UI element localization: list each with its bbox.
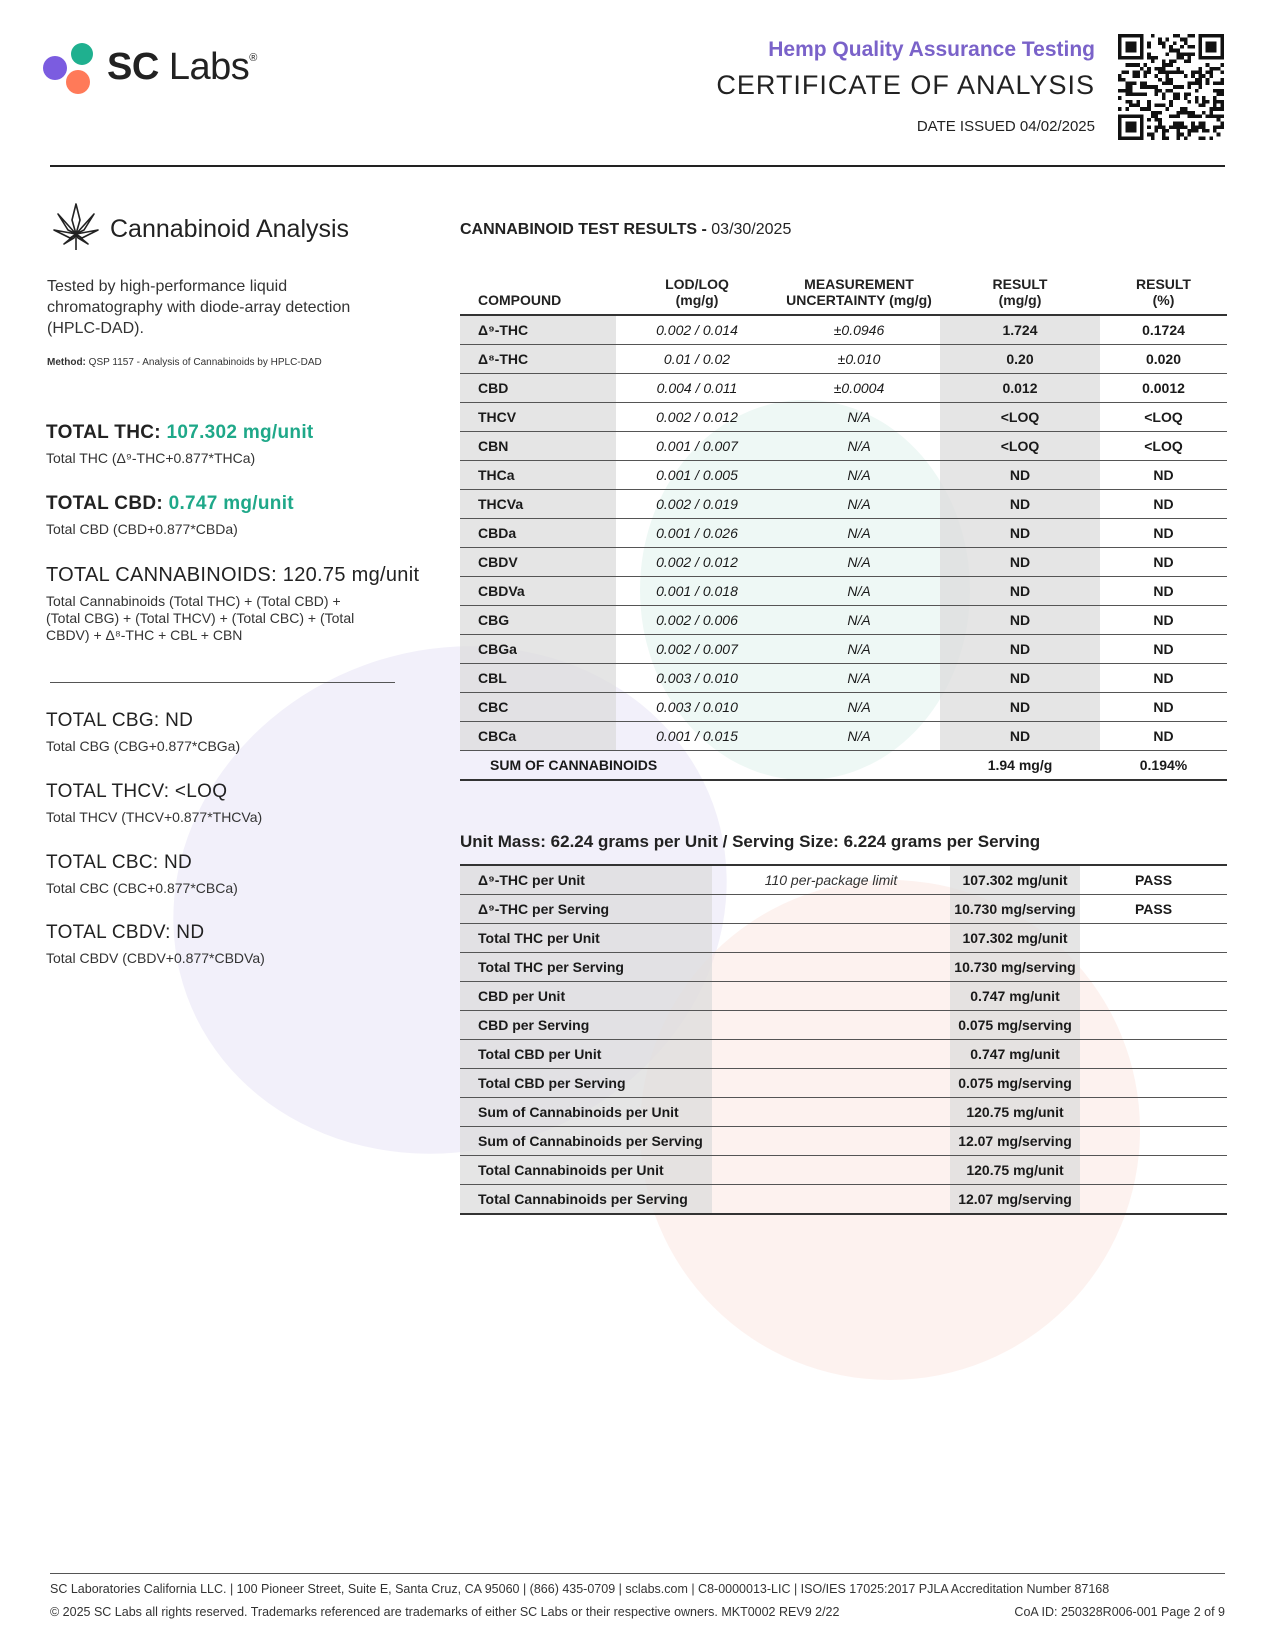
measure-value: 0.075 mg/serving	[950, 1069, 1080, 1098]
limit-cell	[712, 895, 950, 924]
measure-value: 0.075 mg/serving	[950, 1011, 1080, 1040]
lodloq-cell: 0.002 / 0.007	[616, 635, 778, 664]
measure-name: Total THC per Unit	[460, 924, 712, 953]
table-row	[460, 345, 1227, 374]
limit-cell	[712, 1098, 950, 1127]
result-pct-cell: ND	[1100, 548, 1227, 577]
table-header-row	[460, 264, 1227, 315]
compound-cell: THCVa	[460, 490, 616, 519]
date-issued: DATE ISSUED 04/02/2025	[916, 118, 1095, 135]
uncertainty-cell: N/A	[778, 664, 940, 693]
sc-labs-logo-icon	[42, 42, 102, 98]
result-pct-cell: 0.0012	[1100, 374, 1227, 403]
left-divider	[50, 682, 395, 683]
table-row	[460, 606, 1227, 635]
total-cbc: TOTAL CBC: ND	[46, 852, 193, 873]
total-cbg: TOTAL CBG: ND	[46, 710, 194, 731]
result-pct-cell: ND	[1100, 519, 1227, 548]
table-row	[460, 1011, 1227, 1040]
result-pct-cell: 0.020	[1100, 345, 1227, 374]
header-subtitle: Hemp Quality Assurance Testing	[768, 38, 1095, 61]
result-pct-cell: ND	[1100, 635, 1227, 664]
result-mg-cell: ND	[940, 722, 1100, 751]
status-cell	[1080, 982, 1227, 1011]
result-mg-cell: 1.724	[940, 315, 1100, 345]
compound-cell: THCV	[460, 403, 616, 432]
total-cbd-formula: Total CBD (CBD+0.877*CBDa)	[46, 521, 238, 537]
compound-cell: CBG	[460, 606, 616, 635]
measure-value: 12.07 mg/serving	[950, 1127, 1080, 1156]
status-cell	[1080, 953, 1227, 982]
measure-name: Δ⁹-THC per Unit	[460, 865, 712, 895]
header-title: CERTIFICATE OF ANALYSIS	[716, 70, 1095, 100]
uncertainty-cell: ±0.010	[778, 345, 940, 374]
result-pct-cell: <LOQ	[1100, 432, 1227, 461]
result-mg-cell: ND	[940, 606, 1100, 635]
compound-cell: CBDV	[460, 548, 616, 577]
table-row	[460, 865, 1227, 895]
status-cell	[1080, 1040, 1227, 1069]
header-divider	[50, 165, 1225, 167]
measure-name: CBD per Serving	[460, 1011, 712, 1040]
result-mg-cell: ND	[940, 664, 1100, 693]
compound-cell: THCa	[460, 461, 616, 490]
table-row	[460, 519, 1227, 548]
table-row	[460, 1185, 1227, 1215]
footer-divider	[50, 1573, 1225, 1574]
measure-name: Sum of Cannabinoids per Unit	[460, 1098, 712, 1127]
table-row	[460, 374, 1227, 403]
result-pct-cell: ND	[1100, 664, 1227, 693]
total-thc-formula: Total THC (Δ⁹-THC+0.877*THCa)	[46, 450, 256, 466]
measure-name: Total CBD per Serving	[460, 1069, 712, 1098]
total-thcv-formula: Total THCV (THCV+0.877*THCVa)	[46, 809, 263, 825]
result-mg-cell: ND	[940, 548, 1100, 577]
total-cannabinoids-formula: Total Cannabinoids (Total THC) + (Total CBD) + (Total CBG) + (Total THCV) + (Total CBC) + (Total CBDV) + Δ⁸-THC + CBL + CBN	[46, 593, 355, 643]
result-pct-cell: <LOQ	[1100, 403, 1227, 432]
measure-name: Total Cannabinoids per Unit	[460, 1156, 712, 1185]
table-row	[460, 490, 1227, 519]
result-mg-cell: ND	[940, 635, 1100, 664]
lodloq-cell: 0.001 / 0.007	[616, 432, 778, 461]
compound-cell: CBN	[460, 432, 616, 461]
col-uncertainty: MEASUREMENT UNCERTAINTY (mg/g)	[778, 264, 940, 315]
status-cell: PASS	[1080, 895, 1227, 924]
col-compound: COMPOUND	[460, 264, 616, 315]
measure-name: CBD per Unit	[460, 982, 712, 1011]
total-thcv: TOTAL THCV: <LOQ	[46, 781, 228, 802]
compound-cell: Δ⁸-THC	[460, 345, 616, 374]
sum-pct: 0.194%	[1100, 751, 1227, 781]
table-row	[460, 924, 1227, 953]
status-cell	[1080, 1069, 1227, 1098]
table-row	[460, 722, 1227, 751]
lodloq-cell: 0.01 / 0.02	[616, 345, 778, 374]
total-cbc-formula: Total CBC (CBC+0.877*CBCa)	[46, 880, 238, 896]
result-mg-cell: ND	[940, 461, 1100, 490]
compound-cell: CBDa	[460, 519, 616, 548]
measure-value: 12.07 mg/serving	[950, 1185, 1080, 1215]
result-pct-cell: 0.1724	[1100, 315, 1227, 345]
measure-name: Total CBD per Unit	[460, 1040, 712, 1069]
measure-value: 0.747 mg/unit	[950, 982, 1080, 1011]
limit-cell	[712, 1011, 950, 1040]
cannabis-leaf-icon	[50, 200, 102, 252]
result-mg-cell: <LOQ	[940, 432, 1100, 461]
measure-name: Total THC per Serving	[460, 953, 712, 982]
lodloq-cell: 0.001 / 0.018	[616, 577, 778, 606]
measure-value: 120.75 mg/unit	[950, 1156, 1080, 1185]
limit-cell	[712, 953, 950, 982]
table-row	[460, 577, 1227, 606]
result-mg-cell: ND	[940, 519, 1100, 548]
result-pct-cell: ND	[1100, 461, 1227, 490]
sum-label: SUM OF CANNABINOIDS	[460, 751, 940, 781]
result-pct-cell: ND	[1100, 606, 1227, 635]
compound-cell: CBC	[460, 693, 616, 722]
limit-cell	[712, 1127, 950, 1156]
table-row	[460, 315, 1227, 345]
lodloq-cell: 0.004 / 0.011	[616, 374, 778, 403]
table-row	[460, 1069, 1227, 1098]
table-row	[460, 403, 1227, 432]
result-pct-cell: ND	[1100, 577, 1227, 606]
status-cell	[1080, 1185, 1227, 1215]
compound-cell: Δ⁹-THC	[460, 315, 616, 345]
uncertainty-cell: N/A	[778, 606, 940, 635]
col-result-pct: RESULT (%)	[1100, 264, 1227, 315]
compound-cell: CBD	[460, 374, 616, 403]
section-title: Cannabinoid Analysis	[110, 215, 350, 243]
limit-cell	[712, 1156, 950, 1185]
lodloq-cell: 0.002 / 0.014	[616, 315, 778, 345]
measure-name: Total Cannabinoids per Serving	[460, 1185, 712, 1215]
result-mg-cell: ND	[940, 490, 1100, 519]
limit-cell	[712, 982, 950, 1011]
method-note: Method: QSP 1157 - Analysis of Cannabinoids by HPLC-DAD	[47, 357, 322, 368]
uncertainty-cell: N/A	[778, 548, 940, 577]
status-cell	[1080, 1011, 1227, 1040]
compound-cell: CBCa	[460, 722, 616, 751]
table-row	[460, 664, 1227, 693]
results-heading: CANNABINOID TEST RESULTS - 03/30/2025	[460, 221, 792, 238]
per-unit-table	[460, 864, 1227, 1215]
result-mg-cell: 0.012	[940, 374, 1100, 403]
table-row	[460, 635, 1227, 664]
measure-value: 107.302 mg/unit	[950, 865, 1080, 895]
status-cell	[1080, 1127, 1227, 1156]
limit-cell	[712, 1040, 950, 1069]
lodloq-cell: 0.001 / 0.015	[616, 722, 778, 751]
status-cell: PASS	[1080, 865, 1227, 895]
lodloq-cell: 0.002 / 0.012	[616, 548, 778, 577]
uncertainty-cell: N/A	[778, 432, 940, 461]
limit-cell	[712, 1185, 950, 1215]
table-row	[460, 1098, 1227, 1127]
table-row	[460, 461, 1227, 490]
result-pct-cell: ND	[1100, 490, 1227, 519]
compound-cell: CBGa	[460, 635, 616, 664]
measure-value: 10.730 mg/serving	[950, 953, 1080, 982]
measure-name: Δ⁹-THC per Serving	[460, 895, 712, 924]
table-row	[460, 1156, 1227, 1185]
lodloq-cell: 0.003 / 0.010	[616, 664, 778, 693]
status-cell	[1080, 924, 1227, 953]
lodloq-cell: 0.002 / 0.006	[616, 606, 778, 635]
result-mg-cell: ND	[940, 693, 1100, 722]
uncertainty-cell: N/A	[778, 693, 940, 722]
qr-code-icon[interactable]	[1118, 34, 1224, 140]
col-result-mg: RESULT (mg/g)	[940, 264, 1100, 315]
table-row	[460, 693, 1227, 722]
cannabinoid-results-table	[460, 264, 1227, 781]
uncertainty-cell: N/A	[778, 577, 940, 606]
table-row	[460, 432, 1227, 461]
total-cbdv: TOTAL CBDV: ND	[46, 922, 205, 943]
table-row	[460, 982, 1227, 1011]
result-mg-cell: 0.20	[940, 345, 1100, 374]
compound-cell: CBDVa	[460, 577, 616, 606]
unit-mass-heading: Unit Mass: 62.24 grams per Unit / Serving Size: 6.224 grams per Serving	[460, 832, 1041, 851]
table-row	[460, 1040, 1227, 1069]
measure-value: 10.730 mg/serving	[950, 895, 1080, 924]
lodloq-cell: 0.001 / 0.005	[616, 461, 778, 490]
analysis-description: Tested by high-performance liquid chromatography with diode-array detection (HPLC-DAD).	[47, 278, 351, 337]
result-pct-cell: ND	[1100, 722, 1227, 751]
limit-cell	[712, 924, 950, 953]
uncertainty-cell: N/A	[778, 722, 940, 751]
result-pct-cell: ND	[1100, 693, 1227, 722]
total-cbg-formula: Total CBG (CBG+0.877*CBGa)	[46, 738, 241, 754]
status-cell	[1080, 1098, 1227, 1127]
uncertainty-cell: ±0.0004	[778, 374, 940, 403]
table-row	[460, 953, 1227, 982]
footer-coa-id: CoA ID: 250328R006-001 Page 2 of 9	[1014, 1605, 1225, 1619]
footer-copyright: © 2025 SC Labs all rights reserved. Trademarks referenced are trademarks of either SC Labs or their respective owners. MKT0002 REV9 2/22	[50, 1605, 840, 1619]
total-thc: TOTAL THC: 107.302 mg/unit	[46, 422, 314, 443]
lodloq-cell: 0.002 / 0.019	[616, 490, 778, 519]
uncertainty-cell: N/A	[778, 519, 940, 548]
lodloq-cell: 0.003 / 0.010	[616, 693, 778, 722]
measure-value: 107.302 mg/unit	[950, 924, 1080, 953]
uncertainty-cell: N/A	[778, 490, 940, 519]
sc-labs-logo: SC Labs®	[107, 46, 257, 88]
result-mg-cell: ND	[940, 577, 1100, 606]
lodloq-cell: 0.001 / 0.026	[616, 519, 778, 548]
uncertainty-cell: ±0.0946	[778, 315, 940, 345]
uncertainty-cell: N/A	[778, 403, 940, 432]
table-row	[460, 895, 1227, 924]
compound-cell: CBL	[460, 664, 616, 693]
result-mg-cell: <LOQ	[940, 403, 1100, 432]
measure-name: Sum of Cannabinoids per Serving	[460, 1127, 712, 1156]
table-row	[460, 548, 1227, 577]
lodloq-cell: 0.002 / 0.012	[616, 403, 778, 432]
limit-cell: 110 per-package limit	[712, 865, 950, 895]
uncertainty-cell: N/A	[778, 635, 940, 664]
footer-address: SC Laboratories California LLC. | 100 Pioneer Street, Suite E, Santa Cruz, CA 95060 | (866) 435-0709 | sclabs.com | C8-0000013-LIC | ISO/IES 17025:2017 PJLA Accreditation Number 87168	[50, 1582, 1110, 1596]
sum-mg: 1.94 mg/g	[940, 751, 1100, 781]
measure-value: 120.75 mg/unit	[950, 1098, 1080, 1127]
status-cell	[1080, 1156, 1227, 1185]
total-cbdv-formula: Total CBDV (CBDV+0.877*CBDVa)	[46, 950, 265, 966]
sum-row	[460, 751, 1227, 781]
total-cbd: TOTAL CBD: 0.747 mg/unit	[46, 493, 294, 514]
table-row	[460, 1127, 1227, 1156]
col-lodloq: LOD/LOQ (mg/g)	[616, 264, 778, 315]
total-cannabinoids: TOTAL CANNABINOIDS: 120.75 mg/unit	[46, 564, 420, 586]
limit-cell	[712, 1069, 950, 1098]
measure-value: 0.747 mg/unit	[950, 1040, 1080, 1069]
uncertainty-cell: N/A	[778, 461, 940, 490]
